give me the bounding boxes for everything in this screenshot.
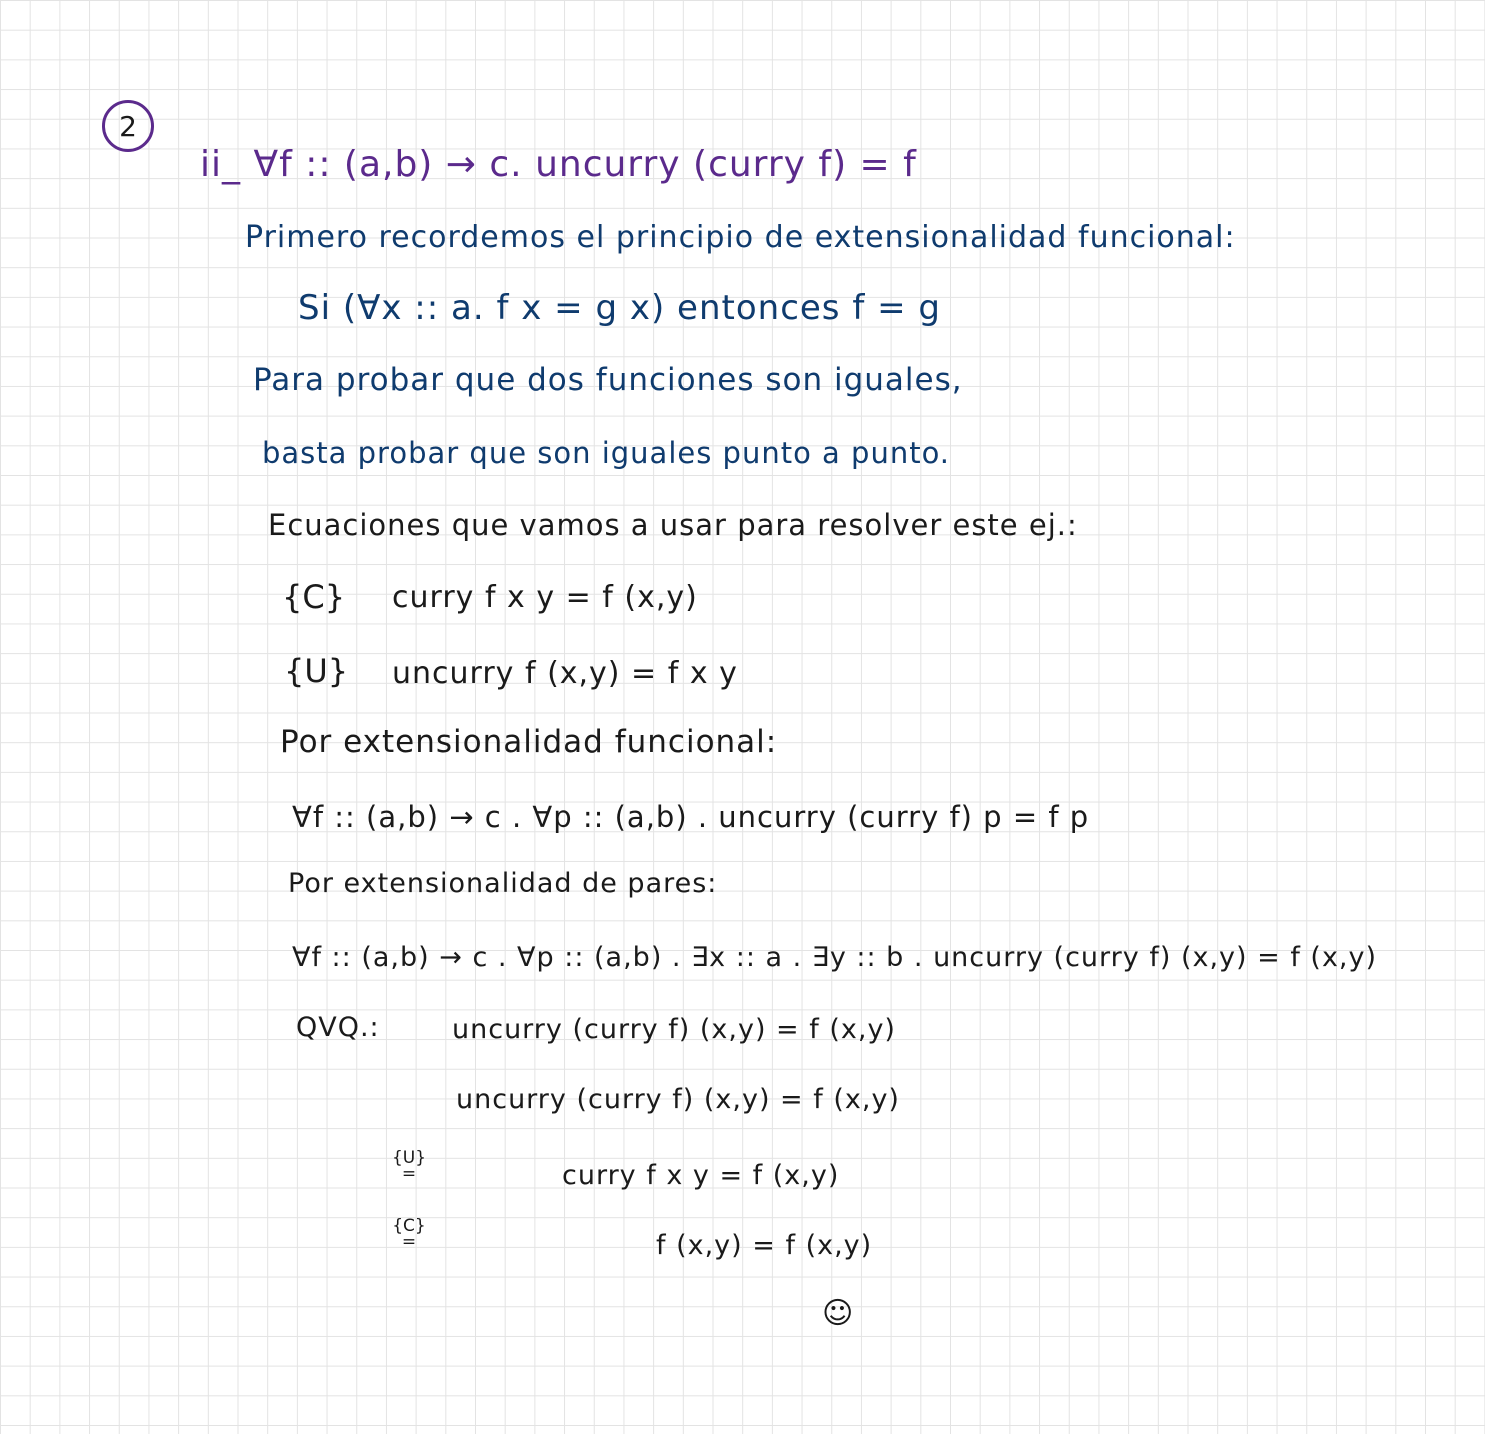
intro-line-3: basta probar que son iguales punto a punto. (262, 436, 951, 470)
exercise-title: ii_ ∀f :: (a,b) → c. uncurry (curry f) = f (200, 144, 917, 185)
smiley-icon: ☺ (822, 1296, 855, 1331)
ext-funcional-heading: Por extensionalidad funcional: (280, 724, 778, 760)
ext-funcional-statement: ∀f :: (a,b) → c . ∀p :: (a,b) . uncurry (curry f) p = f p (292, 800, 1090, 834)
ext-pares-statement: ∀f :: (a,b) → c . ∀p :: (a,b) . ∃x :: a . ∃y :: b . uncurry (curry f) (x,y) = f (x,y) (292, 942, 1378, 973)
proof-step-c-label: {C} (392, 1216, 426, 1236)
qvq-goal: uncurry (curry f) (x,y) = f (x,y) (452, 1014, 896, 1045)
equation-u: uncurry f (x,y) = f x y (392, 656, 738, 691)
extensionality-principle: Si (∀x :: a. f x = g x) entonces f = g (298, 288, 941, 328)
proof-step-u-label: {U} (391, 1148, 427, 1168)
exercise-number: 2 (119, 109, 137, 143)
exercise-number-badge (102, 100, 154, 152)
equals-symbol: = (401, 1164, 417, 1184)
equation-u-tag: {U} (284, 652, 349, 690)
proof-step-u-tag (386, 1150, 432, 1182)
equations-heading: Ecuaciones que vamos a usar para resolver este ej.: (268, 508, 1078, 542)
equation-c: curry f x y = f (x,y) (392, 580, 698, 615)
equation-c-tag: {C} (282, 578, 346, 616)
intro-line-2: Para probar que dos funciones son iguales, (253, 362, 963, 398)
proof-step-c-tag (386, 1218, 432, 1250)
qvq-label: QVQ.: (296, 1012, 380, 1043)
equals-symbol: = (401, 1232, 417, 1252)
ext-pares-heading: Por extensionalidad de pares: (288, 868, 718, 899)
intro-line-1: Primero recordemos el principio de extensionalidad funcional: (245, 220, 1236, 255)
proof-line-1: uncurry (curry f) (x,y) = f (x,y) (456, 1084, 900, 1115)
proof-line-3: f (x,y) = f (x,y) (656, 1230, 873, 1261)
proof-line-2: curry f x y = f (x,y) (562, 1160, 840, 1191)
